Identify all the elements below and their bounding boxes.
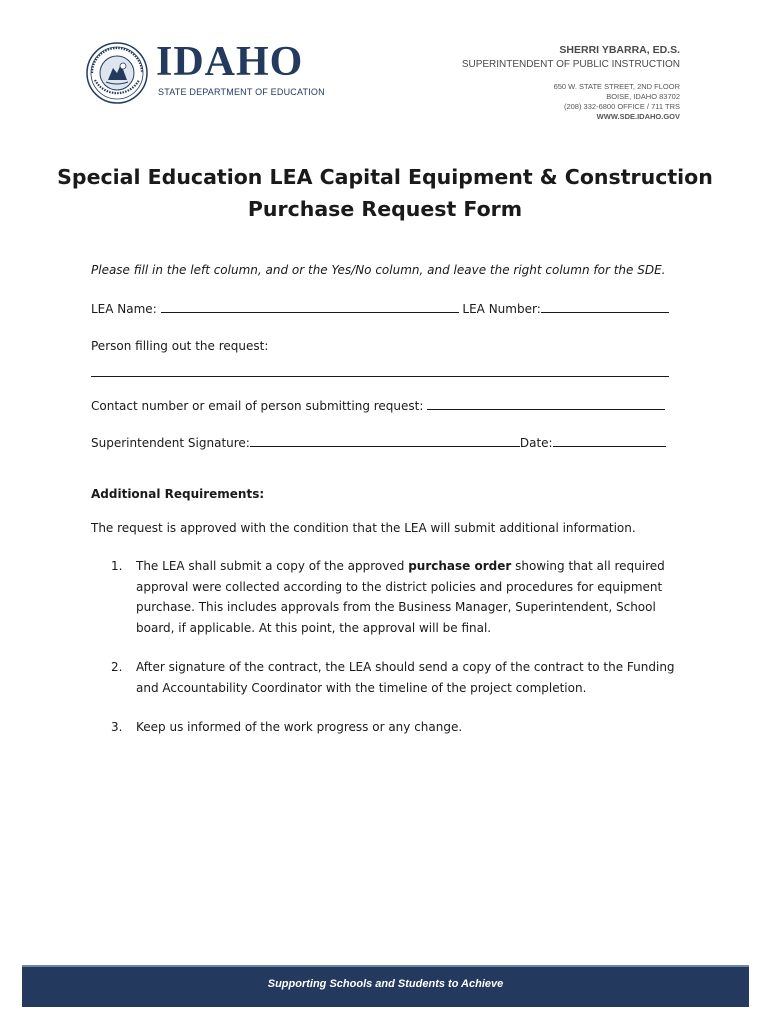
superintendent-title: SUPERINTENDENT OF PUBLIC INSTRUCTION	[461, 59, 680, 70]
address-block	[462, 82, 680, 122]
signature-label: Superintendent Signature:	[91, 436, 250, 450]
person-label: Person filling out the request:	[91, 339, 269, 353]
superintendent-name: SHERRI YBARRA, ED.S.	[559, 44, 680, 56]
signature-row	[91, 434, 681, 450]
requirement-item-3	[111, 717, 681, 738]
contact-label: Contact number or email of person submitting request:	[91, 399, 424, 413]
lea-number-field[interactable]	[541, 300, 669, 313]
requirement-item-1	[111, 556, 681, 638]
lea-name-field[interactable]	[161, 300, 459, 313]
additional-heading: Additional Requirements:	[91, 487, 265, 501]
list-number: 1.	[111, 559, 123, 573]
list-number: 2.	[111, 660, 123, 674]
requirement-item-2	[111, 657, 681, 698]
footer-banner	[22, 965, 749, 1007]
logo-wordmark: IDAHO	[156, 39, 304, 85]
title-line1: Special Education LEA Capital Equipment & Construction	[57, 165, 713, 189]
requirement-text-after: showing that all required approval were collected according to the district policies and procedures for equipment purchase. This includes approvals from the Business Manager, Superintendent, School board, if applicable. At this point, the approval will be final.	[136, 559, 665, 635]
form-title	[0, 161, 770, 225]
phone-line: (208) 332-6800 OFFICE / 711 TRS	[563, 102, 680, 111]
requirement-text-before: The LEA shall submit a copy of the approved	[136, 559, 409, 573]
lea-number-label: LEA Number:	[462, 302, 541, 316]
contact-row	[91, 397, 681, 413]
website-link[interactable]: WWW.SDE.IDAHO.GOV	[596, 112, 680, 121]
instructions: Please fill in the left column, and or the Yes/No column, and leave the right column for the SDE.	[91, 263, 666, 277]
letterhead-contact	[462, 44, 680, 122]
person-field[interactable]	[91, 364, 669, 377]
state-seal-icon	[86, 42, 148, 104]
requirement-text: Keep us informed of the work progress or any change.	[136, 720, 463, 734]
address-line2: BOISE, IDAHO 83702	[606, 92, 680, 101]
contact-field[interactable]	[427, 397, 665, 410]
date-label: Date:	[519, 436, 553, 450]
date-field[interactable]	[553, 434, 666, 447]
requirement-bold: purchase order	[408, 559, 512, 573]
address-line1: 650 W. STATE STREET, 2ND FLOOR	[553, 82, 680, 91]
requirement-text: After signature of the contract, the LEA should send a copy of the contract to the Funding and Accountability Coordinator with the timeline of the project completion.	[136, 660, 675, 695]
signature-field[interactable]	[250, 434, 520, 447]
footer-tagline: Supporting Schools and Students to Achieve	[267, 978, 504, 990]
lea-row	[91, 300, 681, 316]
lea-name-label: LEA Name:	[91, 302, 157, 316]
list-number: 3.	[111, 720, 123, 734]
logo-subtitle: STATE DEPARTMENT OF EDUCATION	[158, 87, 325, 97]
title-line2: Purchase Request Form	[247, 197, 523, 221]
additional-intro: The request is approved with the condition that the LEA will submit additional information.	[91, 521, 636, 535]
